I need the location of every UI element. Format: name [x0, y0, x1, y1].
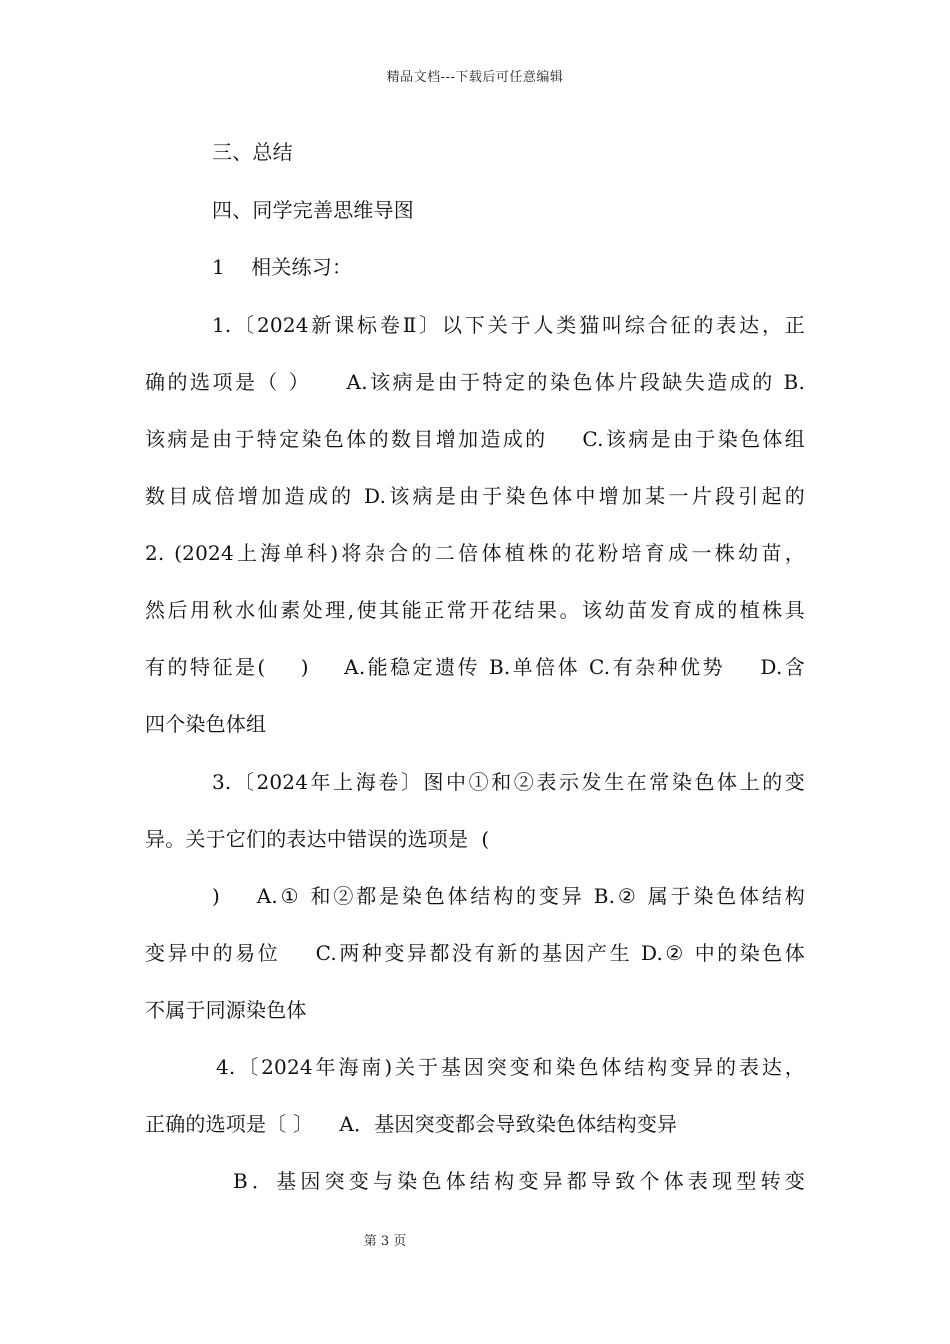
question-2-line-2: 然后用秋水仙素处理,使其能正常开花结果。该幼苗发育成的植株具 [145, 598, 805, 622]
question-3-line-3: ) A.① 和②都是染色体结构的变异 B.② 属于染色体结构 [212, 884, 805, 908]
question-3-line-4: 变异中的易位 C.两种变异都没有新的基因产生 D.② 中的染色体 [145, 941, 805, 965]
heading-summary: 三、总结 [212, 140, 293, 164]
page-header: 精品文档---下载后可任意编辑 [386, 70, 564, 85]
question-4-line-2: 正确的选项是〔 〕 A．基因突变都会导致染色体结构变异 [145, 1112, 678, 1136]
question-4-line-1: 4.〔2024年海南)关于基因突变和染色体结构变异的表达， [216, 1055, 805, 1079]
heading-mindmap: 四、同学完善思维导图 [212, 198, 414, 222]
question-3-line-2: 异。关于它们的表达中错误的选项是 ( [145, 827, 490, 851]
question-3-line-1: 3.〔2024年上海卷〕图中①和②表示发生在常染色体上的变 [212, 770, 805, 794]
heading-exercises: 1 相关练习： [212, 255, 353, 279]
question-4-option-b: B．基因突变与染色体结构变异都导致个体表现型转变 [233, 1169, 805, 1193]
question-1-line-1: 1.〔2024新课标卷Ⅱ〕以下关于人类猫叫综合征的表达，正 [212, 313, 805, 337]
question-1-line-4: 数目成倍增加造成的 D.该病是由于染色体中增加某一片段引起的 [145, 484, 805, 508]
page-number: 第 3 页 [363, 1234, 407, 1249]
question-2-line-4: 四个染色体组 [145, 712, 267, 736]
question-1-line-3: 该病是由于特定染色体的数目增加造成的 C.该病是由于染色体组 [145, 427, 805, 451]
question-2-line-1: 2. (2024上海单科)将杂合的二倍体植株的花粉培育成一株幼苗， [145, 541, 805, 565]
question-3-line-5: 不属于同源染色体 [145, 998, 307, 1022]
question-2-line-3: 有的特征是( ) A.能稳定遗传 B.单倍体 C.有杂种优势 D.含 [145, 655, 805, 679]
question-1-line-2: 确的选项是（ ） A.该病是由于特定的染色体片段缺失造成的 B. [145, 370, 805, 394]
